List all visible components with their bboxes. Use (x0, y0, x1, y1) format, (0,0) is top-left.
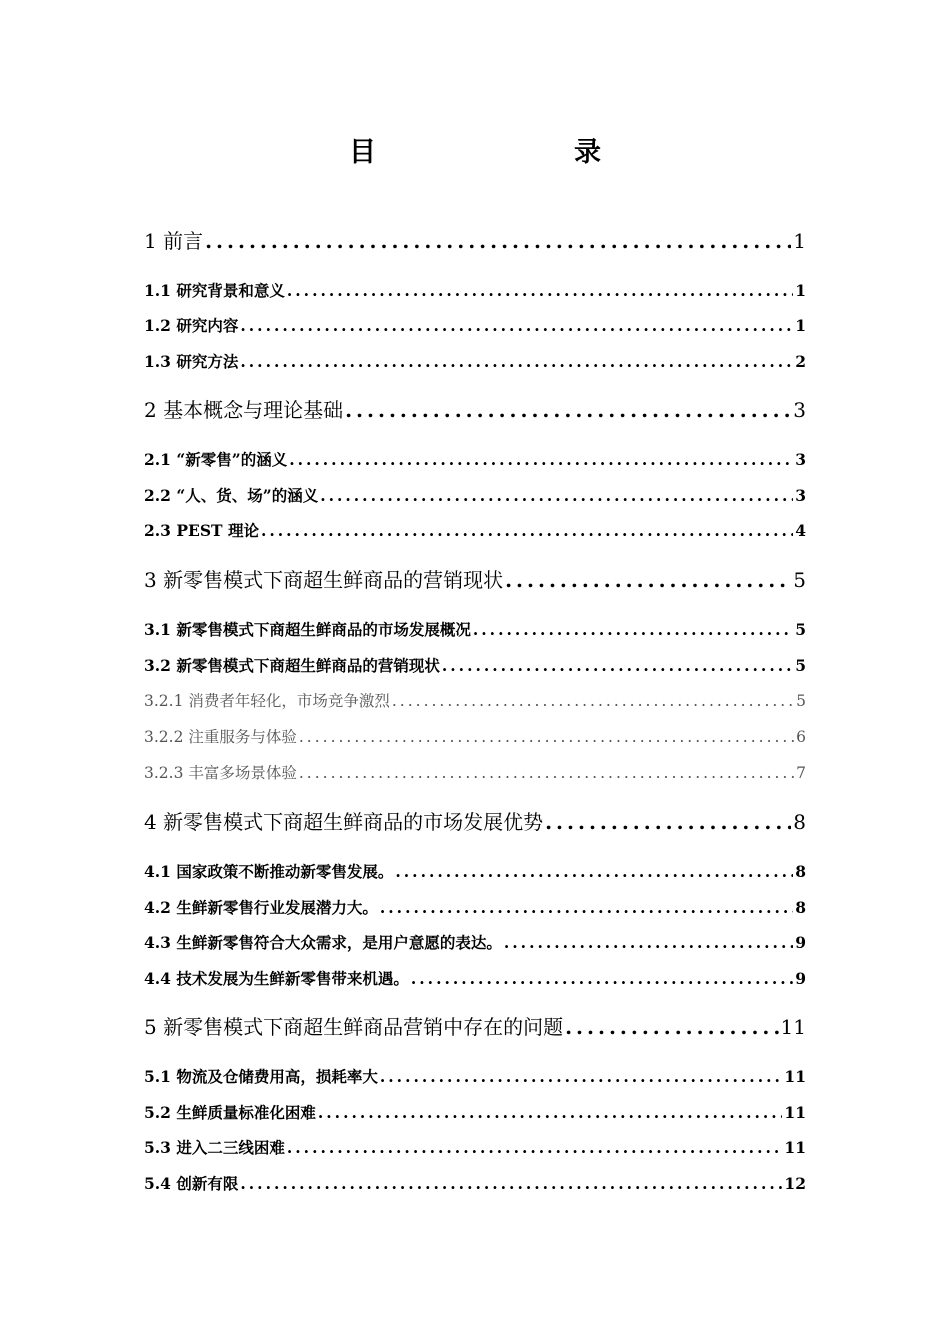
toc-entry-label: 5 新零售模式下商超生鲜商品营销中存在的问题 (144, 1015, 564, 1039)
toc-entry-label: 3.1 新零售模式下商超生鲜商品的市场发展概况 (144, 620, 471, 639)
toc-leader-dots (287, 279, 793, 303)
toc-entry-label: 1 前言 (144, 229, 204, 253)
toc-entry[interactable] (144, 725, 806, 749)
toc-leader-dots (442, 654, 793, 678)
toc-entry-page: 5 (793, 568, 806, 592)
toc-leader-dots (473, 618, 793, 642)
toc-entry-page: 9 (795, 969, 806, 988)
toc-entry-label: 4.4 技术发展为生鲜新零售带来机遇。 (144, 969, 409, 988)
toc-entry[interactable] (144, 226, 806, 256)
toc-entry-page: 6 (796, 728, 806, 746)
toc-entry-label: 1.3 研究方法 (144, 352, 239, 371)
toc-entry[interactable] (144, 1101, 806, 1125)
toc-leader-dots (380, 896, 793, 920)
toc-entry-page: 3 (795, 450, 806, 469)
toc-entry[interactable] (144, 484, 806, 508)
toc-entry-page: 9 (795, 933, 806, 952)
toc-entry-page: 4 (795, 521, 806, 540)
toc-entry[interactable] (144, 931, 806, 955)
toc-entry[interactable] (144, 565, 806, 595)
toc-entry-label: 3.2.1 消费者年轻化，市场竞争激烈 (144, 692, 390, 710)
toc-entry-page: 11 (784, 1103, 806, 1122)
toc-entry-label: 5.3 进入二三线困难 (144, 1138, 285, 1157)
toc-entry-label: 4 新零售模式下商超生鲜商品的市场发展优势 (144, 810, 544, 834)
toc-entry-label: 3.2 新零售模式下商超生鲜商品的营销现状 (144, 656, 440, 675)
toc-entry-label: 5.1 物流及仓储费用高，损耗率大 (144, 1067, 378, 1086)
toc-entry-label: 3.2.2 注重服务与体验 (144, 728, 297, 746)
toc-leader-dots (205, 226, 791, 256)
toc-leader-dots (395, 860, 793, 884)
toc-entry-page: 1 (795, 316, 806, 335)
toc-leader-dots (565, 1012, 778, 1042)
toc-leader-dots (287, 1136, 783, 1160)
toc-entry[interactable] (144, 448, 806, 472)
toc-entry[interactable] (144, 395, 806, 425)
toc-entry[interactable] (144, 807, 806, 837)
toc-entry-page: 11 (784, 1138, 806, 1157)
toc-leader-dots (240, 1172, 782, 1196)
toc-entry[interactable] (144, 279, 806, 303)
toc-title: 目 录 (349, 137, 649, 168)
toc-entry[interactable] (144, 654, 806, 678)
toc-entry[interactable] (144, 1065, 806, 1089)
toc-entry-label: 2.1 “新零售”的涵义 (144, 450, 288, 469)
toc-leader-dots (289, 448, 793, 472)
toc-entry-label: 1.1 研究背景和意义 (144, 281, 285, 300)
toc-leader-dots (411, 967, 793, 991)
toc-entry-page: 5 (795, 620, 806, 639)
toc-leader-dots (299, 761, 794, 785)
toc-leader-dots (318, 1101, 783, 1125)
toc-entry-label: 5.4 创新有限 (144, 1174, 239, 1193)
toc-entry-label: 4.1 国家政策不断推动新零售发展。 (144, 862, 394, 881)
toc-entry-page: 1 (793, 229, 806, 253)
toc-entry-label: 3 新零售模式下商超生鲜商品的营销现状 (144, 568, 504, 592)
toc-entry-page: 11 (784, 1067, 806, 1086)
toc-entry-page: 12 (784, 1174, 806, 1193)
toc-leader-dots (261, 519, 793, 543)
toc-entry-page: 11 (780, 1015, 806, 1039)
toc-entry-page: 1 (795, 281, 806, 300)
toc-leader-dots (320, 484, 793, 508)
toc-leader-dots (299, 725, 794, 749)
toc-entry-label: 1.2 研究内容 (144, 316, 239, 335)
toc-entry-page: 7 (796, 764, 806, 782)
toc-leader-dots (240, 350, 793, 374)
toc-entry[interactable] (144, 519, 806, 543)
toc-leader-dots (504, 931, 793, 955)
toc-leader-dots (380, 1065, 783, 1089)
toc-leader-dots (545, 807, 791, 837)
toc-entry-label: 4.2 生鲜新零售行业发展潜力大。 (144, 898, 378, 917)
toc-entry-label: 3.2.3 丰富多场景体验 (144, 764, 297, 782)
toc-entry-label: 2.3 PEST 理论 (144, 521, 259, 540)
toc-entry[interactable] (144, 1012, 806, 1042)
toc-entry[interactable] (144, 1136, 806, 1160)
toc-entry-page: 8 (795, 898, 806, 917)
toc-leader-dots (392, 689, 794, 713)
toc-entry-page: 8 (793, 810, 806, 834)
toc-entry-label: 4.3 生鲜新零售符合大众需求，是用户意愿的表达。 (144, 933, 502, 952)
toc-entry-page: 3 (795, 486, 806, 505)
toc-entry[interactable] (144, 314, 806, 338)
toc-entry-page: 8 (795, 862, 806, 881)
toc-entry-label: 2.2 “人、货、场”的涵义 (144, 486, 319, 505)
toc-entry-page: 5 (795, 656, 806, 675)
toc-entry[interactable] (144, 689, 806, 713)
toc-entry[interactable] (144, 618, 806, 642)
toc-leader-dots (345, 395, 791, 425)
toc-leader-dots (505, 565, 791, 595)
toc-leader-dots (240, 314, 793, 338)
toc-entry-label: 5.2 生鲜质量标准化困难 (144, 1103, 316, 1122)
toc-entry-page: 5 (796, 692, 806, 710)
toc-entry[interactable] (144, 350, 806, 374)
toc-entry[interactable] (144, 1172, 806, 1196)
toc-entry-page: 2 (795, 352, 806, 371)
toc-entry[interactable] (144, 896, 806, 920)
toc-entry[interactable] (144, 967, 806, 991)
toc-entry-label: 2 基本概念与理论基础 (144, 398, 344, 422)
toc-entry-page: 3 (793, 398, 806, 422)
toc-entry[interactable] (144, 860, 806, 884)
toc-entry[interactable] (144, 761, 806, 785)
